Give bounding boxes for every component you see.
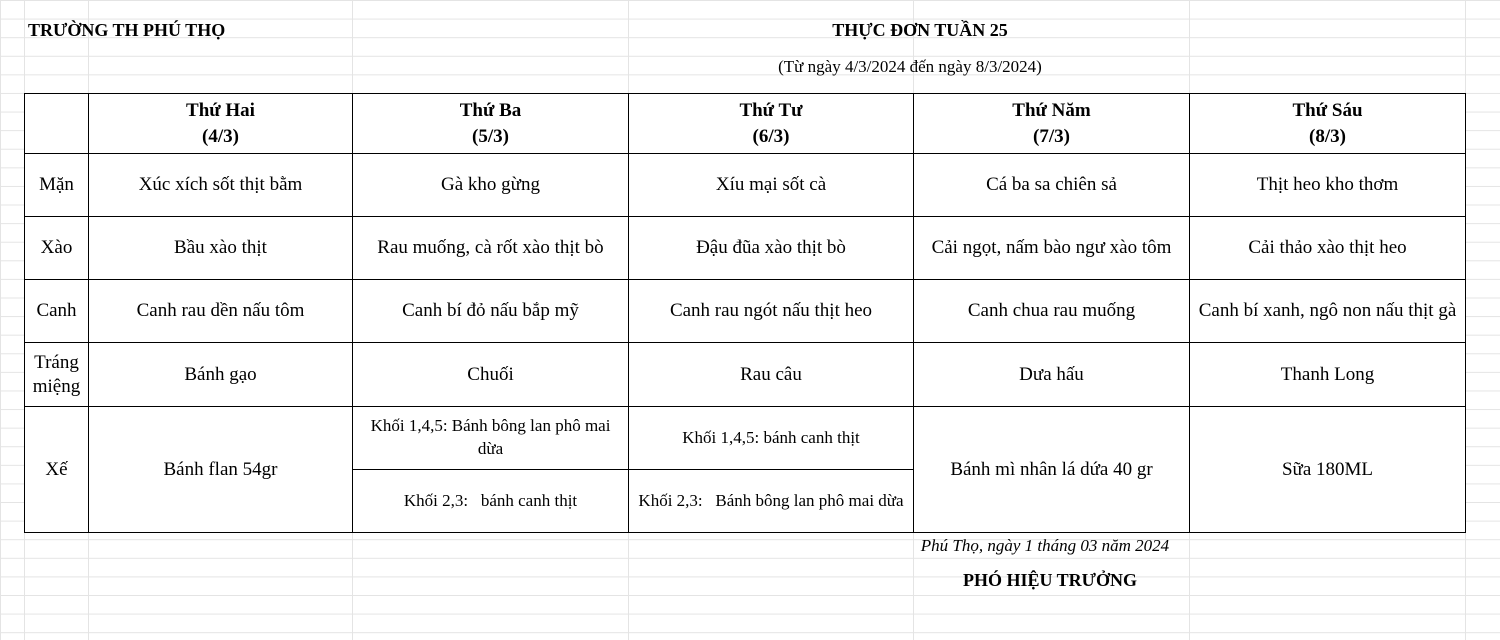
signatory-title: PHÓ HIỆU TRƯỞNG bbox=[962, 570, 1137, 590]
cell-xao-wed: Đậu đũa xào thịt bò bbox=[629, 217, 914, 280]
cell-xe-tue-a: Khối 1,4,5: Bánh bông lan phô mai dừa bbox=[353, 407, 629, 470]
corner-cell bbox=[25, 94, 89, 154]
cell-xe-thu: Bánh mì nhân lá dứa 40 gr bbox=[914, 407, 1190, 533]
cell-xe-wed-a: Khối 1,4,5: bánh canh thịt bbox=[629, 407, 914, 470]
cell-man-tue: Gà kho gừng bbox=[353, 154, 629, 217]
cell-xe-mon: Bánh flan 54gr bbox=[89, 407, 353, 533]
menu-table bbox=[24, 93, 1466, 533]
day-header-thu: Thứ Năm (7/3) bbox=[914, 94, 1190, 154]
date-range: (Từ ngày 4/3/2024 đến ngày 8/3/2024) bbox=[778, 57, 1042, 76]
cell-trang-mieng-fri: Thanh Long bbox=[1190, 343, 1466, 407]
row-label-xe: Xế bbox=[25, 407, 89, 533]
cell-trang-mieng-tue: Chuối bbox=[353, 343, 629, 407]
cell-man-thu: Cá ba sa chiên sả bbox=[914, 154, 1190, 217]
cell-canh-mon: Canh rau dền nấu tôm bbox=[89, 280, 353, 343]
row-label-trang-mieng: Tráng miệng bbox=[25, 343, 89, 407]
cell-canh-wed: Canh rau ngót nấu thịt heo bbox=[629, 280, 914, 343]
cell-canh-fri: Canh bí xanh, ngô non nấu thịt gà bbox=[1190, 280, 1466, 343]
row-xao bbox=[25, 217, 1466, 280]
cell-man-wed: Xíu mại sốt cà bbox=[629, 154, 914, 217]
cell-canh-thu: Canh chua rau muống bbox=[914, 280, 1190, 343]
row-label-xao: Xào bbox=[25, 217, 89, 280]
day-header-fri: Thứ Sáu (8/3) bbox=[1190, 94, 1466, 154]
cell-xao-thu: Cải ngọt, nấm bào ngư xào tôm bbox=[914, 217, 1190, 280]
cell-xao-mon: Bầu xào thịt bbox=[89, 217, 353, 280]
day-header-mon: Thứ Hai (4/3) bbox=[89, 94, 353, 154]
school-name: TRƯỜNG TH PHÚ THỌ bbox=[28, 20, 226, 40]
cell-trang-mieng-mon: Bánh gạo bbox=[89, 343, 353, 407]
day-header-wed: Thứ Tư (6/3) bbox=[629, 94, 914, 154]
row-trang-mieng bbox=[25, 343, 1466, 407]
cell-xe-wed-b: Khối 2,3: Bánh bông lan phô mai dừa bbox=[629, 470, 914, 533]
cell-trang-mieng-thu: Dưa hấu bbox=[914, 343, 1190, 407]
cell-man-mon: Xúc xích sốt thịt bằm bbox=[89, 154, 353, 217]
cell-man-fri: Thịt heo kho thơm bbox=[1190, 154, 1466, 217]
cell-xao-fri: Cải thảo xào thịt heo bbox=[1190, 217, 1466, 280]
cell-xe-tue-b: Khối 2,3: bánh canh thịt bbox=[353, 470, 629, 533]
signing-date: Phú Thọ, ngày 1 tháng 03 năm 2024 bbox=[920, 536, 1170, 555]
cell-trang-mieng-wed: Rau câu bbox=[629, 343, 914, 407]
menu-title: THỰC ĐƠN TUẦN 25 bbox=[832, 20, 1008, 40]
day-header-tue: Thứ Ba (5/3) bbox=[353, 94, 629, 154]
row-label-canh: Canh bbox=[25, 280, 89, 343]
row-label-man: Mặn bbox=[25, 154, 89, 217]
row-xe-a bbox=[25, 407, 1466, 470]
cell-xe-fri: Sữa 180ML bbox=[1190, 407, 1466, 533]
cell-xao-tue: Rau muống, cà rốt xào thịt bò bbox=[353, 217, 629, 280]
header-row bbox=[25, 94, 1466, 154]
cell-canh-tue: Canh bí đỏ nấu bắp mỹ bbox=[353, 280, 629, 343]
row-man bbox=[25, 154, 1466, 217]
row-canh bbox=[25, 280, 1466, 343]
